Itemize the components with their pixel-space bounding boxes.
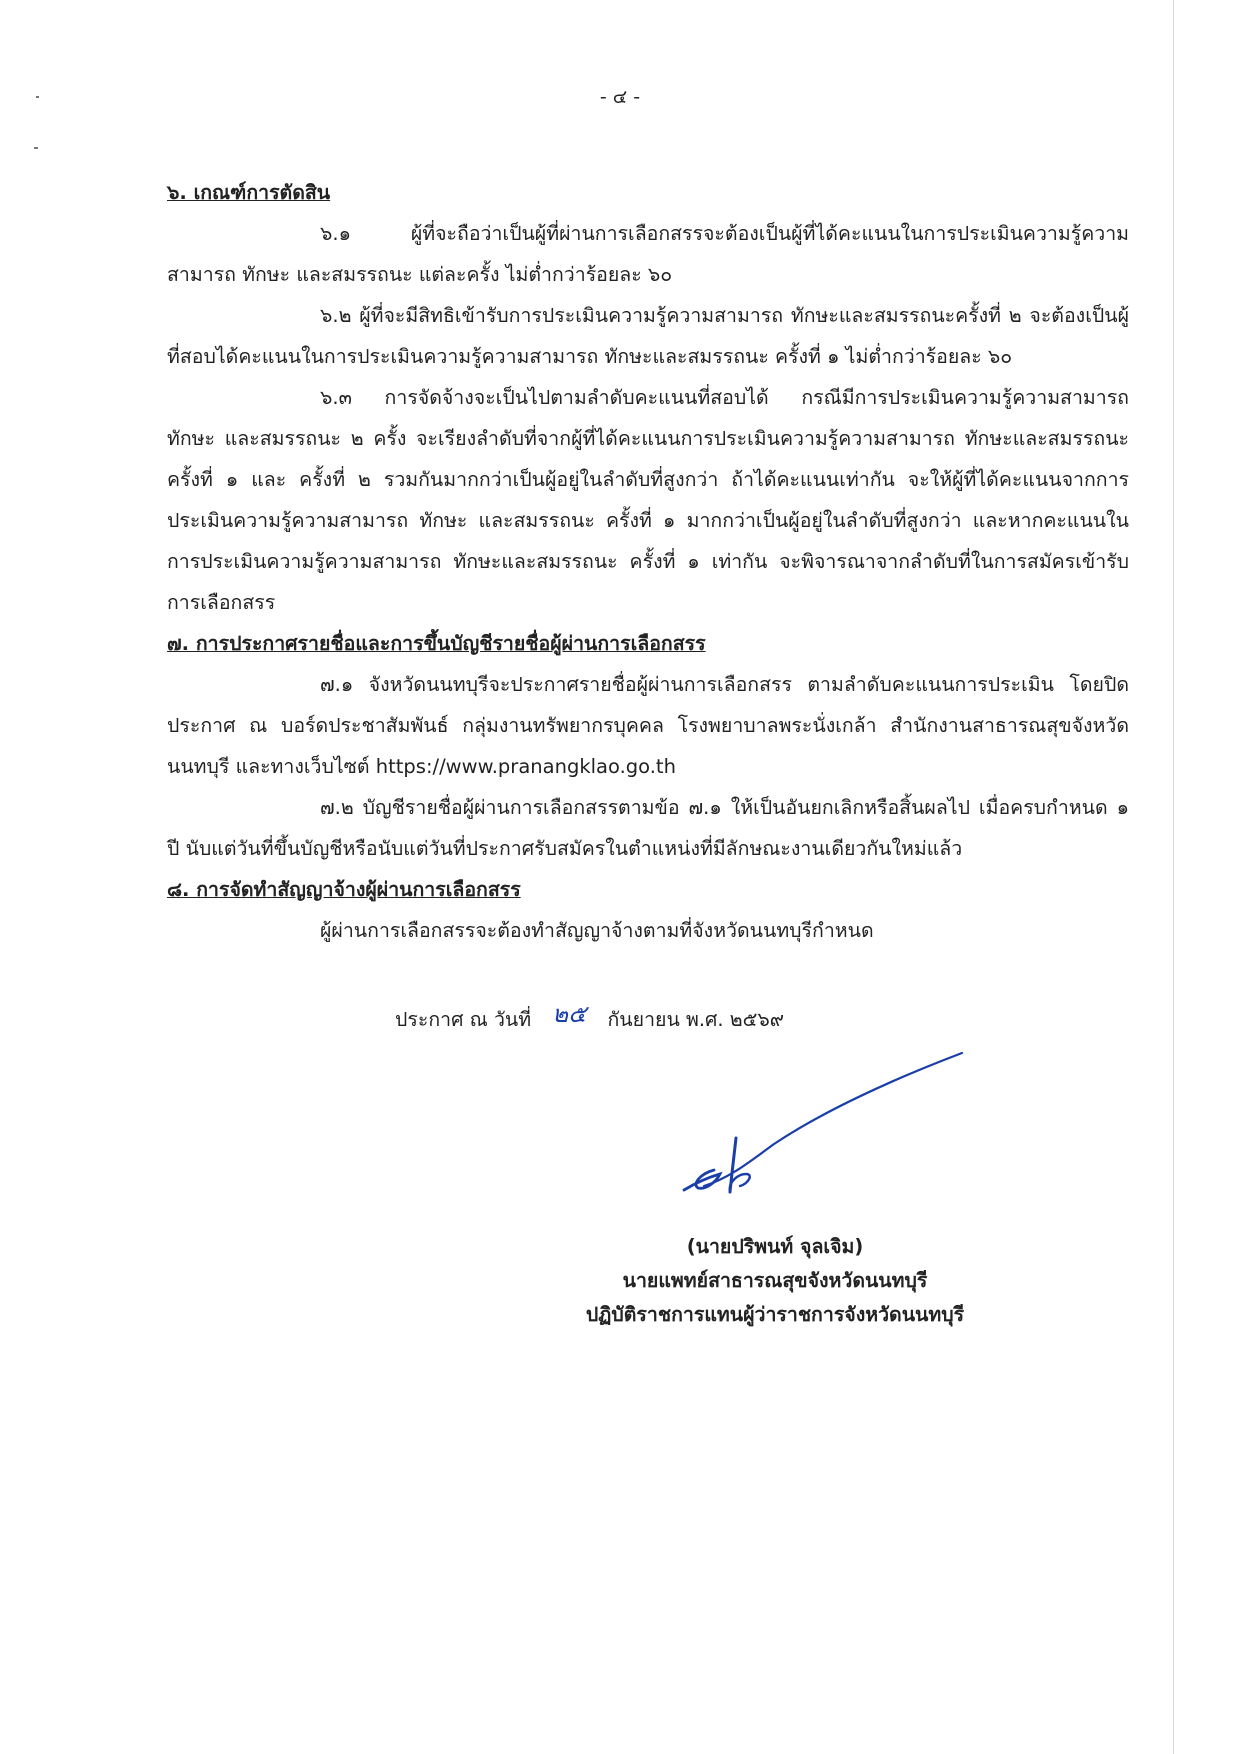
signer-position: นายแพทย์สาธารณสุขจังหวัดนนทบุรี (622, 1269, 928, 1292)
paragraph: ๖.๑ ผู้ที่จะถือว่าเป็นผู้ที่ผ่านการเลือกสรรจะต้องเป็นผู้ที่ได้คะแนนในการประเมินความรู้ความสามารถ ทักษะ และสมรรถนะ แต่ละครั้ง ไม่ต่ำกว่าร้อยละ ๖๐ (167, 222, 1129, 286)
section-contract (167, 869, 1129, 951)
paragraph: ๗.๑ จังหวัดนนทบุรีจะประกาศรายชื่อผู้ผ่านการเลือกสรร ตามลำดับคะแนนการประเมิน โดยปิดประกาศ ณ บอร์ดประชาสัมพันธ์ กลุ่มงานทรัพยากรบุคคล โรงพยาบาลพระนั่งเกล้า สำนักงานสาธารณสุขจังหวัดนนทบุรี และทางเว็บไซต์ https://www.pranangklao.go.th (167, 673, 1129, 778)
section-heading: ๖. เกณฑ์การตัดสิน (167, 181, 331, 204)
paragraph: ผู้ผ่านการเลือกสรรจะต้องทำสัญญาจ้างตามที่จังหวัดนนทบุรีกำหนด (320, 919, 874, 942)
date-month-year: กันยายน พ.ศ. ๒๕๖๙ (607, 1008, 785, 1031)
paragraph: ๗.๒ บัญชีรายชื่อผู้ผ่านการเลือกสรรตามข้อ ๗.๑ ให้เป็นอันยกเลิกหรือสิ้นผลไป เมื่อครบกำหนด ๑ ปี นับแต่วันที่ขึ้นบัญชีหรือนับแต่วันที่ประกาศรับสมัครในตำแหน่งที่มีลักษณะงานเดียวกันใหม่แล้ว (167, 796, 1129, 860)
paragraph: ๖.๓ การจัดจ้างจะเป็นไปตามลำดับคะแนนที่สอบได้ กรณีมีการประเมินความรู้ความสามารถ ทักษะ และสมรรถนะ ๒ ครั้ง จะเรียงลำดับที่จากผู้ที่ได้คะแนนการประเมินความรู้ความสามารถ ทักษะและสมรรถนะ ครั้งที่ ๑ และ ครั้งที่ ๒ รวมกันมากกว่าเป็นผู้อยู่ในลำดับที่สูงกว่า ถ้าได้คะแนนเท่ากัน จะให้ผู้ที่ได้คะแนนจากการประเมินความรู้ความสามารถ ทักษะ และสมรรถนะ ครั้งที่ ๑ มากกว่าเป็นผู้อยู่ในลำดับที่สูงกว่า และหากคะแนนในการประเมินความรู้ความสามารถ ทักษะและสมรรถนะ ครั้งที่ ๑ เท่ากัน จะพิจารณาจากลำดับที่ในการสมัครเข้ารับการเลือกสรร (167, 386, 1129, 614)
scan-speck (34, 147, 38, 149)
signer-block (560, 1230, 990, 1332)
document-body (167, 172, 1129, 951)
section-criteria (167, 172, 1129, 623)
section-heading: ๗. การประกาศรายชื่อและการขึ้นบัญชีรายชื่อผู้ผ่านการเลือกสรร (167, 632, 706, 655)
paragraph: ๖.๒ ผู้ที่จะมีสิทธิเข้ารับการประเมินความรู้ความสามารถ ทักษะและสมรรถนะครั้งที่ ๒ จะต้องเป็นผู้ที่สอบได้คะแนนในการประเมินความรู้ความสามารถ ทักษะและสมรรถนะ ครั้งที่ ๑ ไม่ต่ำกว่าร้อยละ ๖๐ (167, 304, 1129, 368)
handwritten-day: ๒๕ (552, 1000, 587, 1028)
section-announcement (167, 623, 1129, 869)
page-edge (1173, 0, 1174, 1754)
announcement-date (395, 998, 784, 1037)
signature (670, 1048, 970, 1198)
page-number: - ๔ - (599, 86, 641, 108)
signer-name: (นายปริพนท์ จุลเจิม) (686, 1235, 864, 1258)
date-prefix: ประกาศ ณ วันที่ (395, 1008, 532, 1031)
section-heading: ๘. การจัดทำสัญญาจ้างผู้ผ่านการเลือกสรร (167, 878, 521, 901)
signer-acting-for: ปฏิบัติราชการแทนผู้ว่าราชการจังหวัดนนทบุรี (585, 1303, 965, 1326)
